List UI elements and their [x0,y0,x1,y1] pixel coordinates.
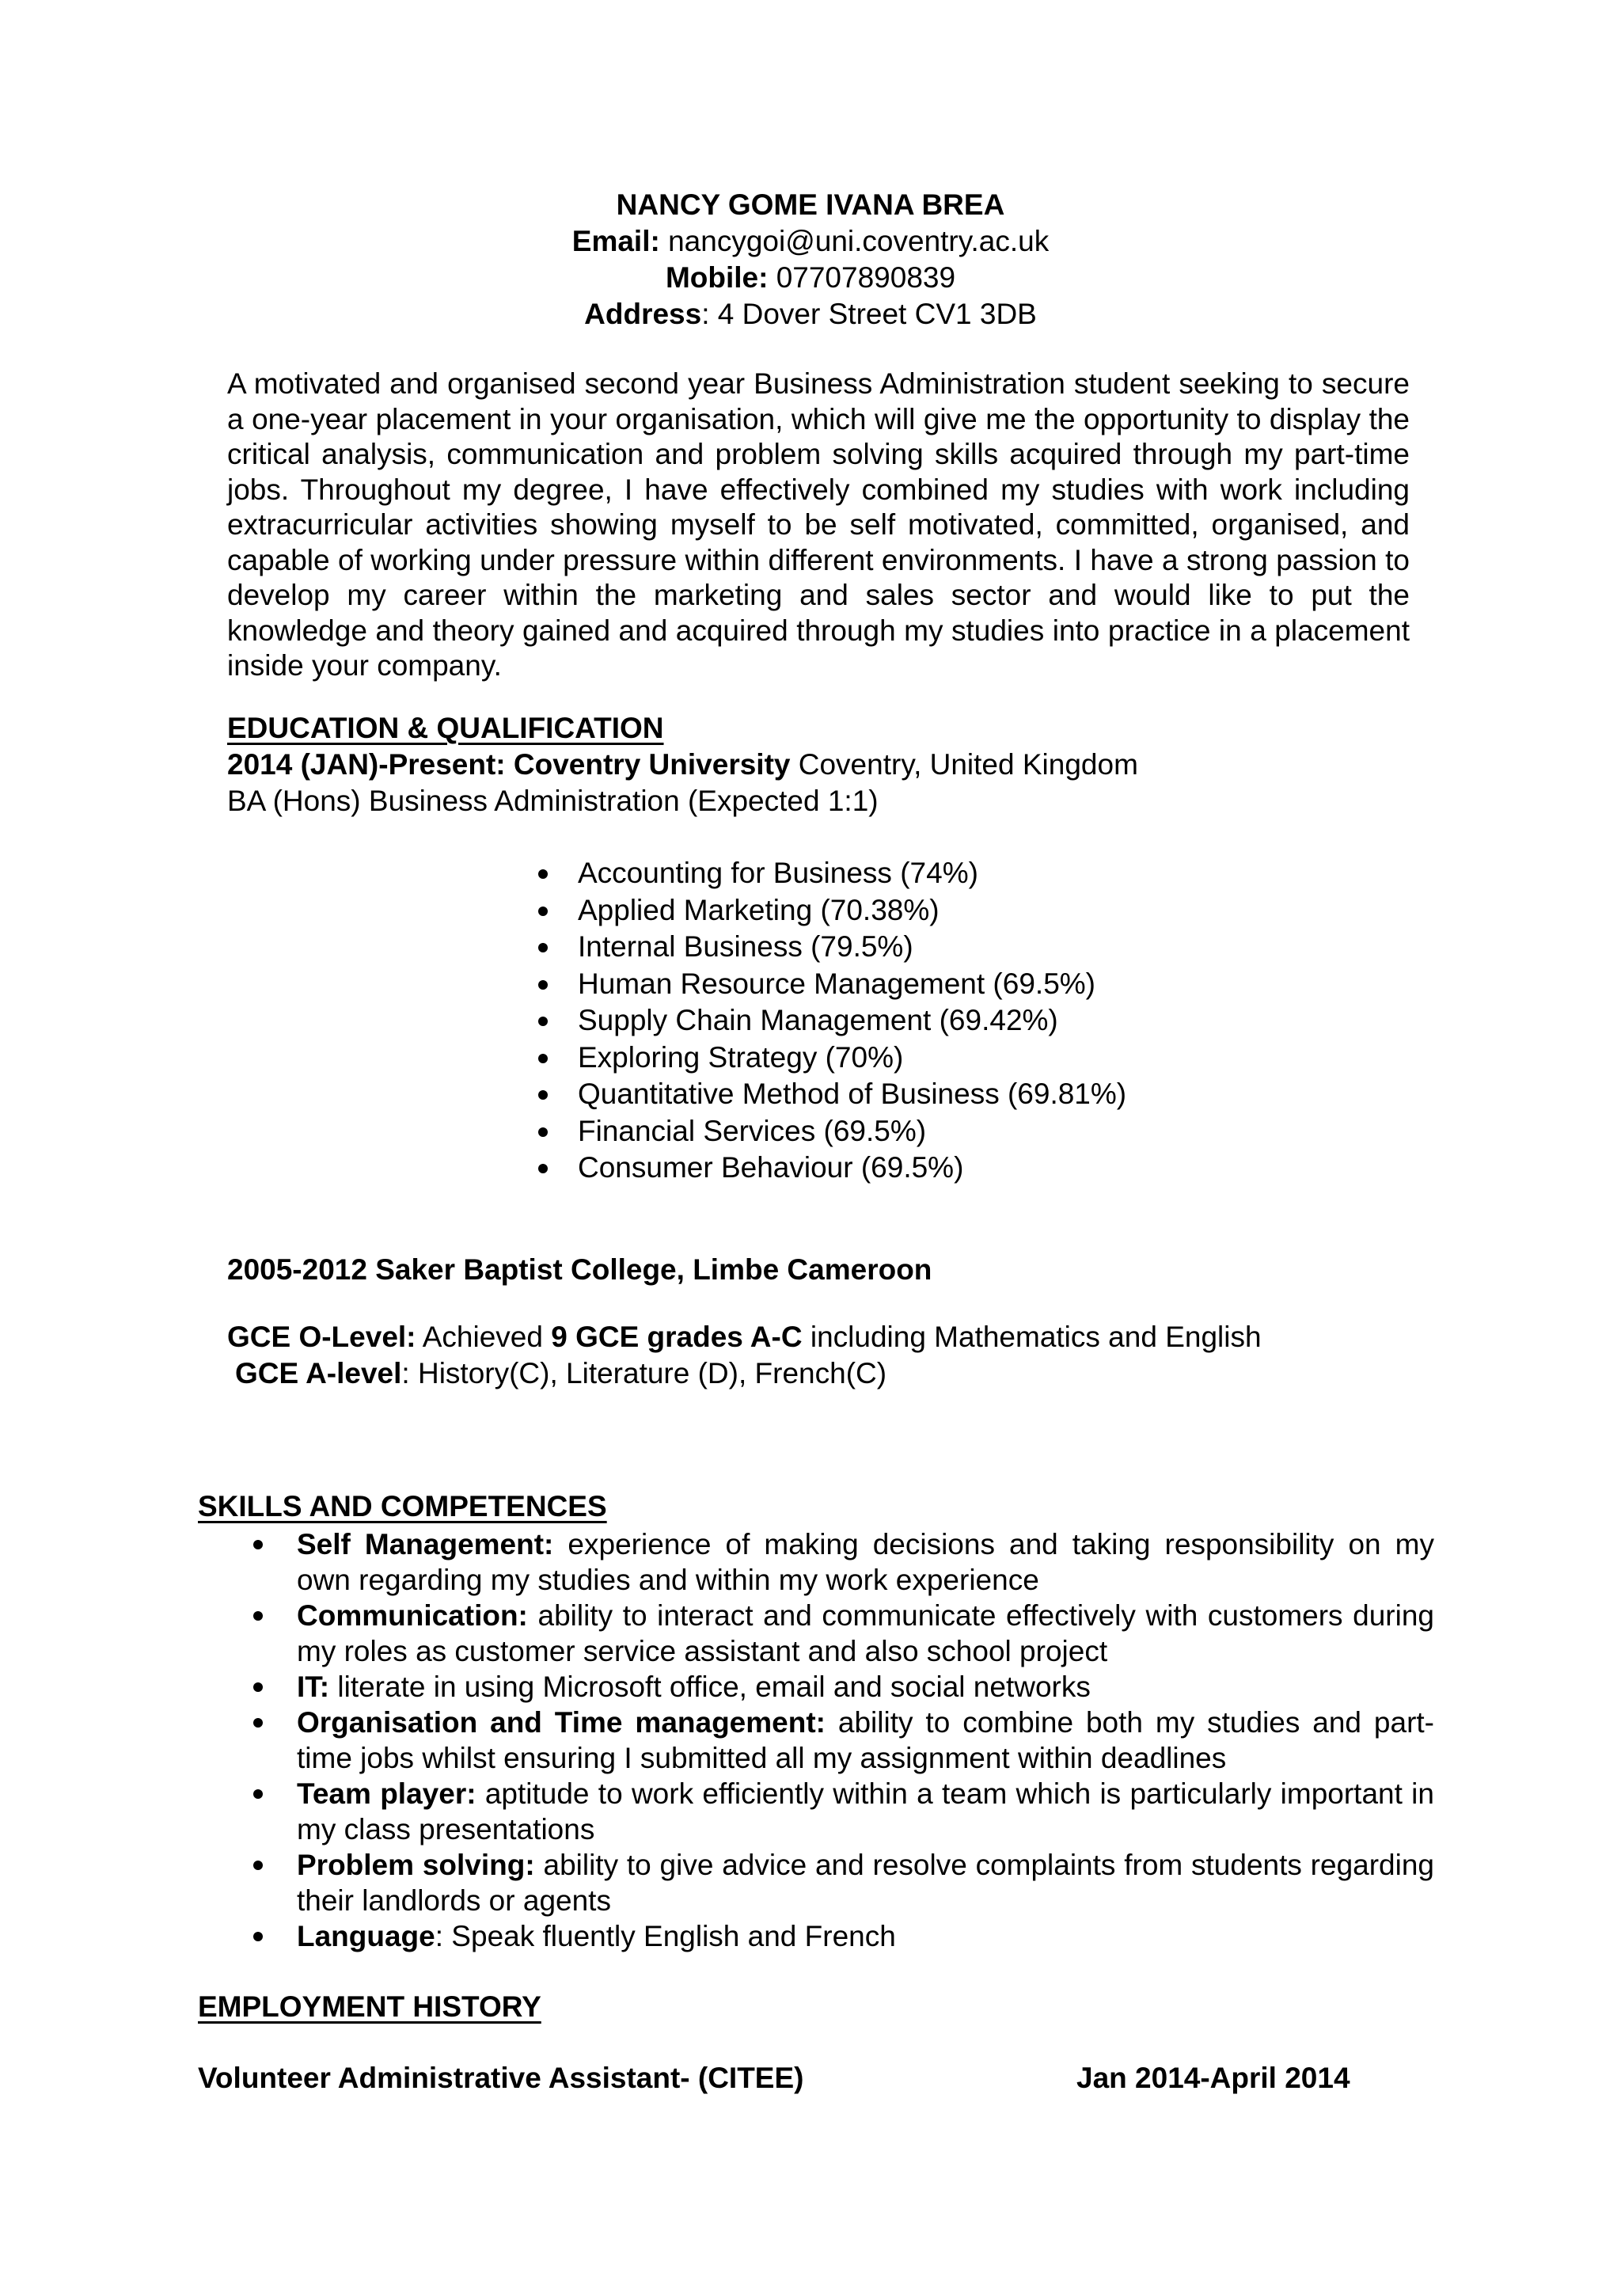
list-item: Quantitative Method of Business (69.81%) [538,1076,1126,1113]
education-heading: EDUCATION & QUALIFICATION [227,712,664,744]
degree-line: BA (Hons) Business Administration (Expected 1:1) [227,785,879,817]
bullet-icon [253,1789,263,1799]
list-item: Human Resource Management (69.5%) [538,966,1126,1003]
personal-summary: A motivated and organised second year Business Administration student seeking to secure a one-year placement in your organisation, which will give me the opportunity to display the critical analysis, communication and problem solving skills acquired through my part-time jobs. Throughout my degree, I have effectively combined my studies with work including extracurricular activities showing myself to be self motivated, committed, organised, and capable of working under pressure within different environments. I have a strong passion to develop my career within the marketing and sales sector and would like to put the knowledge and theory gained and acquired through my studies into practice in a placement inside your company. [227,367,1410,682]
bullet-icon [538,1164,548,1173]
mobile-label: Mobile: [665,261,769,294]
address-value: : 4 Dover Street CV1 3DB [701,298,1037,330]
bullet-icon [253,1718,263,1728]
gce-a-level-line [235,1355,886,1392]
address-line [0,296,1621,333]
list-item: Communication: ability to interact and communicate effectively with customers during my roles as customer service assistant and also school project [198,1598,1434,1669]
bullet-icon [538,1127,548,1137]
cv-header [0,187,1621,333]
university-line [227,747,1138,783]
bullet-icon [253,1932,263,1941]
university-name: 2014 (JAN)-Present: Coventry University [227,748,791,781]
gce-o-level-line: GCE O-Level: Achieved 9 GCE grades A-C including Mathematics and English [227,1321,1262,1353]
email-value: nancygoi@uni.coventry.ac.uk [659,225,1050,257]
skills-heading: SKILLS AND COMPETENCES [198,1490,607,1522]
list-item: Exploring Strategy (70%) [538,1040,1126,1077]
module-list [538,855,1126,1187]
bullet-icon [538,907,548,916]
job-dates: Jan 2014-April 2014 [1076,2062,1350,2094]
email-line [0,223,1621,260]
mobile-value: 07707890839 [768,261,956,294]
address-label: Address [584,298,702,330]
bullet-icon [253,1611,263,1621]
list-item: Organisation and Time management: ability to combine both my studies and part-time jobs whilst ensuring I submitted all my assignment within deadlines [198,1705,1434,1776]
bullet-icon [538,980,548,990]
list-item: Team player: aptitude to work efficiently within a team which is particularly important in my class presentations [198,1776,1434,1847]
bullet-icon [253,1682,263,1692]
list-item: Financial Services (69.5%) [538,1113,1126,1150]
university-location: Coventry, United Kingdom [790,748,1138,781]
list-item: Supply Chain Management (69.42%) [538,1002,1126,1040]
list-item: Accounting for Business (74%) [538,855,1126,892]
email-label: Email: [571,225,660,257]
bullet-icon [538,869,548,879]
bullet-icon [538,1017,548,1026]
bullet-icon [538,1090,548,1100]
list-item: Problem solving: ability to give advice and resolve complaints from students regarding their landlords or agents [198,1847,1434,1918]
bullet-icon [538,943,548,952]
list-item: Consumer Behaviour (69.5%) [538,1150,1126,1187]
mobile-line [0,260,1621,296]
gce-a-label: GCE A-level [235,1357,402,1389]
bullet-icon [253,1861,263,1870]
gce-a-value: : History(C), Literature (D), French(C) [401,1357,887,1389]
candidate-name: NANCY GOME IVANA BREA [616,188,1005,221]
bullet-icon [253,1540,263,1549]
job-title: Volunteer Administrative Assistant- (CITEE) [198,2062,804,2094]
skills-list [198,1526,1434,1954]
list-item: IT: literate in using Microsoft office, email and social networks [198,1669,1434,1705]
list-item: Self Management: experience of making decisions and taking responsibility on my own regarding my studies and within my work experience [198,1526,1434,1598]
employment-heading: EMPLOYMENT HISTORY [198,1990,541,2023]
list-item: Internal Business (79.5%) [538,929,1126,966]
list-item: Language: Speak fluently English and French [198,1918,1434,1954]
list-item: Applied Marketing (70.38%) [538,892,1126,929]
school-line: 2005-2012 Saker Baptist College, Limbe Cameroon [227,1253,932,1286]
bullet-icon [538,1054,548,1063]
gce-o-label: GCE O-Level: [227,1321,416,1353]
gce-o-grades: 9 GCE grades A-C [551,1321,803,1353]
